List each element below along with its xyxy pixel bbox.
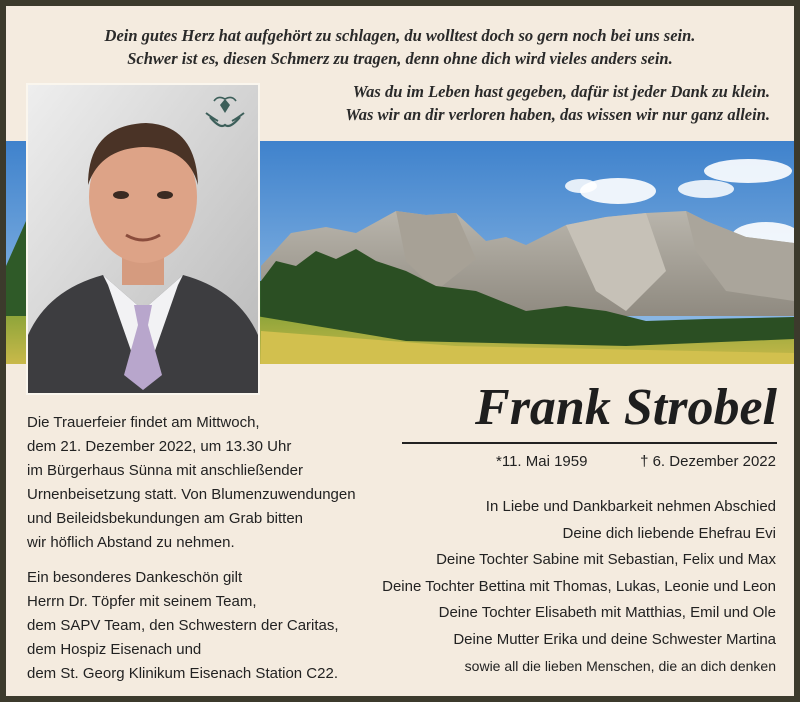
name-underline [402, 442, 777, 444]
text-line: Deine Tochter Bettina mit Thomas, Lukas, Leonie und Leon [382, 577, 776, 595]
top-quote [6, 24, 794, 70]
quote-line: Was wir an dir verloren haben, das wissen wir nur ganz allein. [345, 105, 770, 124]
praying-hands-dove-icon [200, 91, 250, 131]
text-line: sowie all die lieben Menschen, die an dich denken [464, 658, 776, 674]
text-line: Deine dich liebende Ehefrau Evi [562, 524, 776, 542]
text-line: und Beileidsbekundungen am Grab bitten [27, 510, 304, 527]
quote-line: Schwer ist es, diesen Schmerz zu tragen, denn ohne dich wird vieles anders sein. [127, 49, 673, 68]
deceased-name: Frank Strobel [475, 379, 777, 436]
text-line: Deine Mutter Erika und deine Schwester Martina [453, 630, 776, 648]
text-line: im Bürgerhaus Sünna mit anschließender [27, 462, 303, 479]
mourners-list [382, 494, 776, 680]
quote-line: Was du im Leben hast gegeben, dafür ist jeder Dank zu klein. [352, 82, 770, 101]
text-line: Deine Tochter Elisabeth mit Matthias, Emil und Ole [438, 604, 776, 621]
quote-line: Dein gutes Herz hat aufgehört zu schlagen, du wolltest doch so gern noch bei uns sein. [104, 26, 696, 45]
text-line: In Liebe und Dankbarkeit nehmen Abschied [485, 498, 776, 515]
text-line: dem Hospiz Eisenach und [27, 641, 202, 658]
text-line: Ein besonderes Dankeschön gilt [27, 569, 243, 586]
portrait-photo [26, 83, 260, 395]
death-date: † 6. Dezember 2022 [640, 453, 776, 470]
service-info [27, 411, 356, 555]
text-line: wir höflich Abstand zu nehmen. [27, 534, 235, 551]
text-line: dem St. Georg Klinikum Eisenach Station C22. [27, 665, 338, 682]
birth-date: *11. Mai 1959 [496, 453, 588, 470]
text-line: Herrn Dr. Töpfer mit seinem Team, [27, 593, 257, 610]
text-line: dem SAPV Team, den Schwestern der Caritas, [27, 617, 339, 634]
text-line: Urnenbeisetzung statt. Von Blumenzuwendungen [27, 486, 356, 503]
text-line: dem 21. Dezember 2022, um 13.30 Uhr [27, 438, 292, 455]
text-line: Deine Tochter Sabine mit Sebastian, Felix und Max [436, 551, 776, 568]
obituary-card [6, 6, 794, 696]
thanks-note [27, 566, 339, 686]
right-quote [345, 80, 770, 126]
text-line: Die Trauerfeier findet am Mittwoch, [27, 414, 260, 431]
